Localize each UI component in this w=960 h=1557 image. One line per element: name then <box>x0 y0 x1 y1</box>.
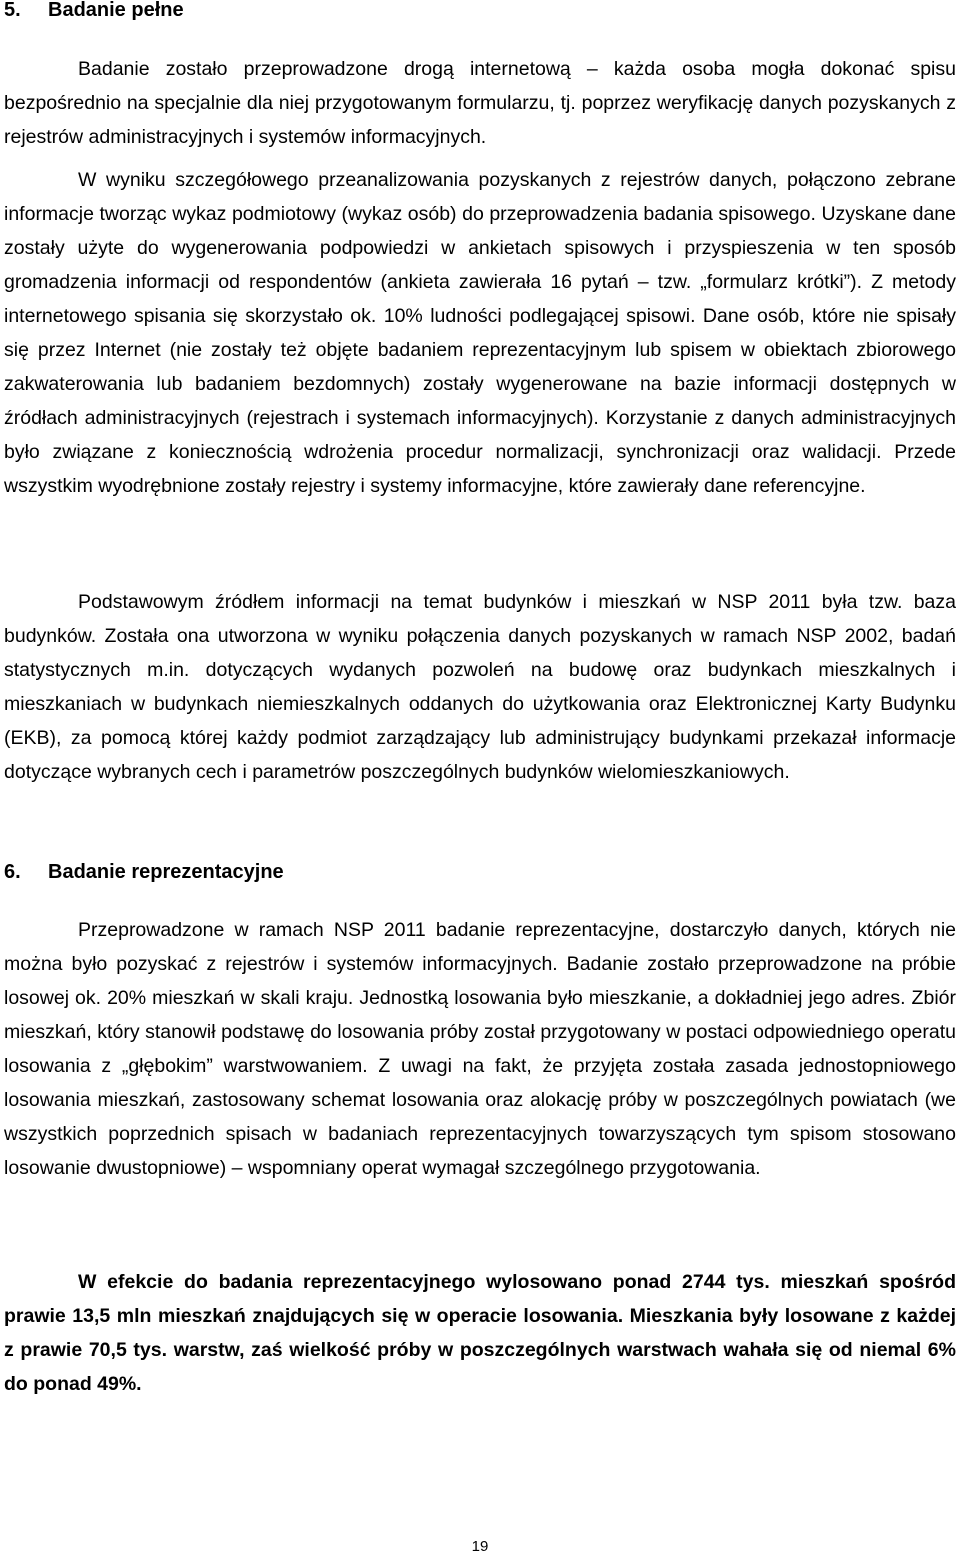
section-heading-badanie-reprezentacyjne <box>4 859 284 885</box>
paragraph-bold-summary: W efekcie do badania reprezentacyjnego wylosowano ponad 2744 tys. mieszkań spośród prawie 13,5 mln mieszkań znajdujących się w operacie losowania. Mieszkania były losowane z każdej z prawie 70,5 tys. warstw, zaś wielkość próby w poszczególnych warstwach wahała się od niemal 6% do ponad 49%. <box>4 1271 956 1395</box>
paragraph: Przeprowadzone w ramach NSP 2011 badanie reprezentacyjne, dostarczyło danych, których nie można było pozyskać z rejestrów i systemów informacyjnych. Badanie zostało przeprowadzone na próbie losowej ok. 20% mieszkań w skali kraju. Jednostką losowania było mieszkanie, a dokładniej jego adres. Zbiór mieszkań, który stanowił podstawę do losowania próby został przygotowany w postaci odpowiedniego operatu losowania z „głębokim” warstwowaniem. Z uwagi na fakt, że przyjęta została zasada jednostopniowego losowania mieszkań, zastosowany schemat losowania oraz alokację próby w poszczególnych powiatach (we wszystkich poprzednich spisach w badaniach reprezentacyjnych towarzyszących tym spisom stosowano losowanie dwustopniowe) – wspomniany operat wymagał szczególnego przygotowania. <box>4 919 956 1179</box>
paragraph: Badanie zostało przeprowadzone drogą internetową – każda osoba mogła dokonać spisu bezpośrednio na specjalnie dla niej przygotowanym formularzu, tj. poprzez weryfikację danych pozyskanych z rejestrów administracyjnych i systemów informacyjnych. <box>4 58 956 148</box>
paragraph: Podstawowym źródłem informacji na temat budynków i mieszkań w NSP 2011 była tzw. baza budynków. Została ona utworzona w wyniku połączenia danych pozyskanych w ramach NSP 2002, badań statystycznych m.in. dotyczących wydanych pozwoleń na budowę oraz budynkach mieszkalnych i mieszkaniach w budynkach niemieszkalnych oddanych do użytkowania oraz Elektronicznej Karty Budynku (EKB), za pomocą której każdy podmiot zarządzający lub administrujący budynkami przekazał informacje dotyczące wybranych cech i parametrów poszczególnych budynków wielomieszkaniowych. <box>4 591 956 783</box>
section-title: Badanie reprezentacyjne <box>48 861 284 883</box>
section-number: 5. <box>4 0 21 21</box>
section-title: Badanie pełne <box>48 0 184 21</box>
section-heading-badanie-pelne <box>4 0 184 23</box>
paragraph: W wyniku szczegółowego przeanalizowania pozyskanych z rejestrów danych, połączono zebrane informacje tworząc wykaz podmiotowy (wykaz osób) do przeprowadzenia badania spisowego. Uzyskane dane zostały użyte do wygenerowania podpowiedzi w ankietach spisowych i przyspieszenia w ten sposób gromadzenia informacji od respondentów (ankieta zawierała 16 pytań – tzw. „formularz krótki”). Z metody internetowego spisania się skorzystało ok. 10% ludności podlegającej spisowi. Dane osób, które nie spisały się przez Internet (nie zostały też objęte badaniem reprezentacyjnym lub spisem w obiektach zbiorowego zakwaterowania lub badaniem bezdomnych) zostały wygenerowane na bazie informacji dostępnych w źródłach administracyjnych (rejestrach i systemach informacyjnych). Korzystanie z danych administracyjnych było związane z koniecznością wdrożenia procedur normalizacji, synchronizacji oraz walidacji. Przede wszystkim wyodrębnione zostały rejestry i systemy informacyjne, które zawierały dane referencyjne. <box>4 169 956 497</box>
section-number: 6. <box>4 861 21 883</box>
page-number: 19 <box>471 1538 489 1555</box>
